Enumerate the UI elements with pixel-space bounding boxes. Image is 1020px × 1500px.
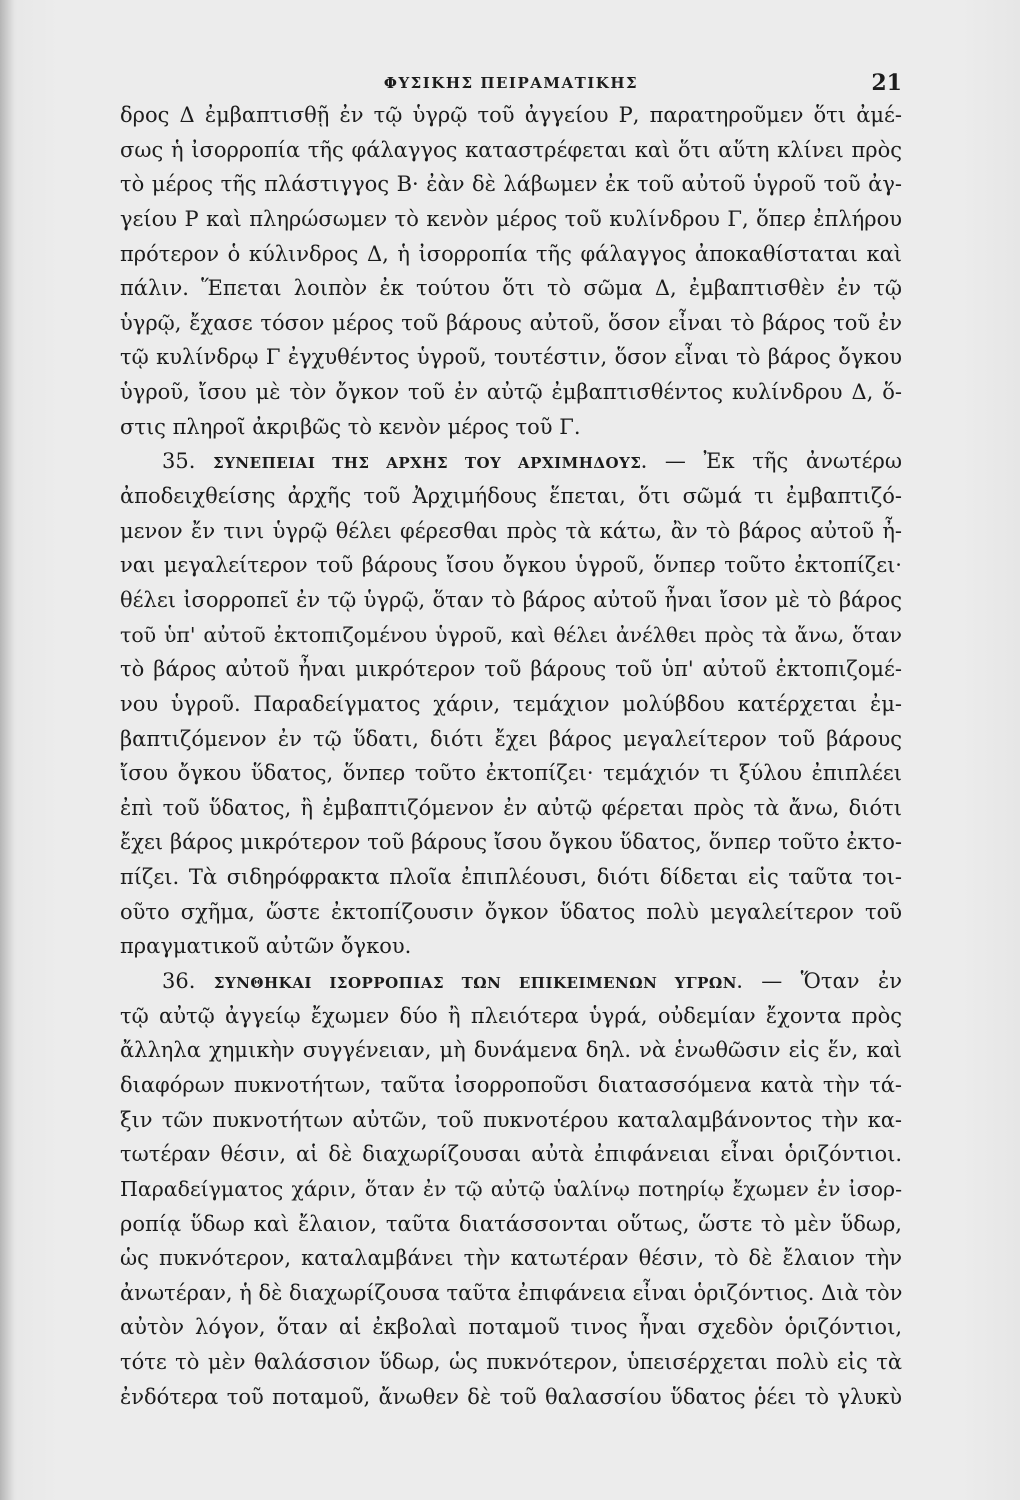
text-block bbox=[120, 98, 902, 1414]
text-line: οῦτο σχῆμα, ὥστε ἐκτοπίζουσιν ὄγκον ὕδατος πολὺ μεγαλείτερον τοῦ bbox=[120, 899, 902, 924]
section-35-title: ΣΥΝΕΠΕΙΑΙ ΤΗΣ ΑΡΧΗΣ ΤΟΥ ΑΡΧΙΜΗΔΟΥΣ. bbox=[213, 454, 648, 473]
text-line: σως ἡ ἰσορροπία τῆς φάλαγγος καταστρέφεται καὶ ὅτι αὕτη κλίνει πρὸς bbox=[120, 137, 902, 162]
section-35-number: 35. bbox=[162, 449, 196, 474]
text-line: θέλει ἰσορροπεῖ ἐν τῷ ὑγρῷ, ὅταν τὸ βάρος αὐτοῦ ἦναι ἴσον μὲ τὸ βάρος bbox=[120, 587, 902, 612]
text-line: ναι μεγαλείτερον τοῦ βάρους ἴσου ὄγκου ὑγροῦ, ὅνπερ τοῦτο ἐκτοπίζει· bbox=[120, 553, 902, 578]
text-line: ἀνωτέραν, ἡ δὲ διαχωρίζουσα ταῦτα ἐπιφάνεια εἶναι ὁριζόντιος. Διὰ τὸν bbox=[120, 1280, 903, 1305]
text-line: διαφόρων πυκνοτήτων, ταῦτα ἰσορροποῦσι διατασσόμενα κατὰ τὴν τά- bbox=[120, 1072, 902, 1097]
text-line: ἐπὶ τοῦ ὕδατος, ἢ ἐμβαπτιζόμενον ἐν αὐτῷ φέρεται πρὸς τὰ ἄνω, διότι bbox=[120, 795, 902, 820]
running-title: ΦΥΣΙΚΗΣ ΠΕΙΡΑΜΑΤΙΚΗΣ bbox=[383, 74, 639, 92]
text-line: ὑγροῦ, ἴσου μὲ τὸν ὄγκον τοῦ ἐν αὐτῷ ἐμβαπτισθέντος κυλίνδρου Δ, ὅ- bbox=[120, 380, 902, 405]
text-line: τωτέραν θέσιν, αἱ δὲ διαχωρίζουσαι αὐτὰ ἐπιφάνειαι εἶναι ὁριζόντιοι. bbox=[120, 1142, 902, 1167]
text-line: μενον ἔν τινι ὑγρῷ θέλει φέρεσθαι πρὸς τὰ κάτω, ἂν τὸ βάρος αὐτοῦ ἦ- bbox=[120, 518, 902, 543]
text-line: ὑγρῷ, ἔχασε τόσον μέρος τοῦ βάρους αὐτοῦ, ὅσον εἶναι τὸ βάρος τοῦ ἐν bbox=[120, 310, 902, 335]
section-35-lead: — Ἐκ τῆς ἀνωτέρω bbox=[664, 449, 902, 474]
section-36-title: ΣΥΝΘΗΚΑΙ ΙΣΟΡΡΟΠΙΑΣ ΤΩΝ ΕΠΙΚΕΙΜΕΝΩΝ ΥΓΡΩΝ. bbox=[213, 974, 743, 993]
text-line: νου ὑγροῦ. Παραδείγματος χάριν, τεμάχιον μολύβδου κατέρχεται ἐμ- bbox=[120, 691, 902, 716]
text-line: τοῦ ὑπ' αὐτοῦ ἐκτοπιζομένου ὑγροῦ, καὶ θέλει ἀνέλθει πρὸς τὰ ἄνω, ὅταν bbox=[120, 622, 902, 647]
text-line: ροπίᾳ ὕδωρ καὶ ἔλαιον, ταῦτα διατάσσονται οὕτως, ὥστε τὸ μὲν ὕδωρ, bbox=[120, 1211, 902, 1236]
text-line: τῷ αὐτῷ ἀγγείῳ ἔχωμεν δύο ἢ πλειότερα ὑγρά, οὐδεμίαν ἔχοντα πρὸς bbox=[120, 1003, 902, 1028]
text-line: πρότερον ὁ κύλινδρος Δ, ἡ ἰσορροπία τῆς φάλαγγος ἀποκαθίσταται καὶ bbox=[120, 241, 902, 266]
text-line: ξιν τῶν πυκνοτήτων αὐτῶν, τοῦ πυκνοτέρου καταλαμβάνοντος τὴν κα- bbox=[120, 1107, 902, 1132]
text-line: βαπτιζόμενον ἐν τῷ ὕδατι, διότι ἔχει βάρος μεγαλείτερον τοῦ βάρους bbox=[120, 726, 902, 751]
text-line: γείου Ρ καὶ πληρώσωμεν τὸ κενὸν μέρος τοῦ κυλίνδρου Γ, ὅπερ ἐπλήρου bbox=[120, 206, 902, 231]
text-line: δρος Δ ἐμβαπτισθῇ ἐν τῷ ὑγρῷ τοῦ ἀγγείου Ρ, παρατηροῦμεν ὅτι ἀμέ- bbox=[120, 103, 902, 127]
text-line: ἴσου ὄγκου ὕδατος, ὅνπερ τοῦτο ἐκτοπίζει· τεμάχιόν τι ξύλου ἐπιπλέει bbox=[120, 761, 902, 786]
text-line: Παραδείγματος χάριν, ὅταν ἐν τῷ αὐτῷ ὑαλίνῳ ποτηρίῳ ἔχωμεν ἐν ἰσορ- bbox=[120, 1176, 902, 1201]
page-number: 21 bbox=[871, 70, 902, 96]
section-36-lead: — Ὅταν ἐν bbox=[761, 969, 902, 994]
text-line: πίζει. Τὰ σιδηρόφρακτα πλοῖα ἐπιπλέουσι, διότι δίδεται εἰς ταῦτα τοι- bbox=[120, 865, 902, 890]
text-line: πραγματικοῦ αὐτῶν ὄγκου. bbox=[120, 934, 412, 959]
text-line: ἐνδότερα τοῦ ποταμοῦ, ἄνωθεν δὲ τοῦ θαλασσίου ὕδατος ῥέει τὸ γλυκὺ bbox=[120, 1384, 902, 1409]
section-36-heading-line bbox=[120, 964, 902, 999]
text-line: στις πληροῖ ἀκριβῶς τὸ κενὸν μέρος τοῦ Γ. bbox=[120, 414, 581, 439]
section-36-number: 36. bbox=[162, 969, 196, 994]
text-line: τῷ κυλίνδρῳ Γ ἐγχυθέντος ὑγροῦ, τουτέστιν, ὅσον εἶναι τὸ βάρος ὄγκου bbox=[120, 345, 902, 370]
text-line: τὸ μέρος τῆς πλάστιγγος Β· ἐὰν δὲ λάβωμεν ἐκ τοῦ αὐτοῦ ὑγροῦ τοῦ ἀγ- bbox=[120, 172, 902, 197]
text-line: ἀποδειχθείσης ἀρχῆς τοῦ Ἀρχιμήδους ἕπεται, ὅτι σῶμά τι ἐμβαπτιζό- bbox=[120, 484, 902, 509]
text-line: ὡς πυκνότερον, καταλαμβάνει τὴν κατωτέραν θέσιν, τὸ δὲ ἔλαιον τὴν bbox=[120, 1246, 902, 1271]
page-header bbox=[120, 70, 902, 100]
text-line: τὸ βάρος αὐτοῦ ἦναι μικρότερον τοῦ βάρους τοῦ ὑπ' αὐτοῦ ἐκτοπιζομέ- bbox=[120, 657, 902, 682]
text-line: τότε τὸ μὲν θαλάσσιον ὕδωρ, ὡς πυκνότερον, ὑπεισέρχεται πολὺ εἰς τὰ bbox=[120, 1350, 902, 1375]
text-line: αὐτὸν λόγον, ὅταν αἱ ἐκβολαὶ ποταμοῦ τινος ἦναι σχεδὸν ὁριζόντιοι, bbox=[120, 1315, 902, 1340]
text-line: ἔχει βάρος μικρότερον τοῦ βάρους ἴσου ὄγκου ὕδατος, ὅνπερ τοῦτο ἐκτο- bbox=[120, 830, 902, 855]
text-line: ἄλληλα χημικὴν συγγένειαν, μὴ δυνάμενα δηλ. νὰ ἑνωθῶσιν εἰς ἕν, καὶ bbox=[120, 1038, 902, 1063]
binding-shadow bbox=[0, 0, 14, 1500]
section-35-heading-line bbox=[120, 444, 902, 479]
text-line: πάλιν. Ἕπεται λοιπὸν ἐκ τούτου ὅτι τὸ σῶμα Δ, ἐμβαπτισθὲν ἐν τῷ bbox=[120, 276, 902, 301]
